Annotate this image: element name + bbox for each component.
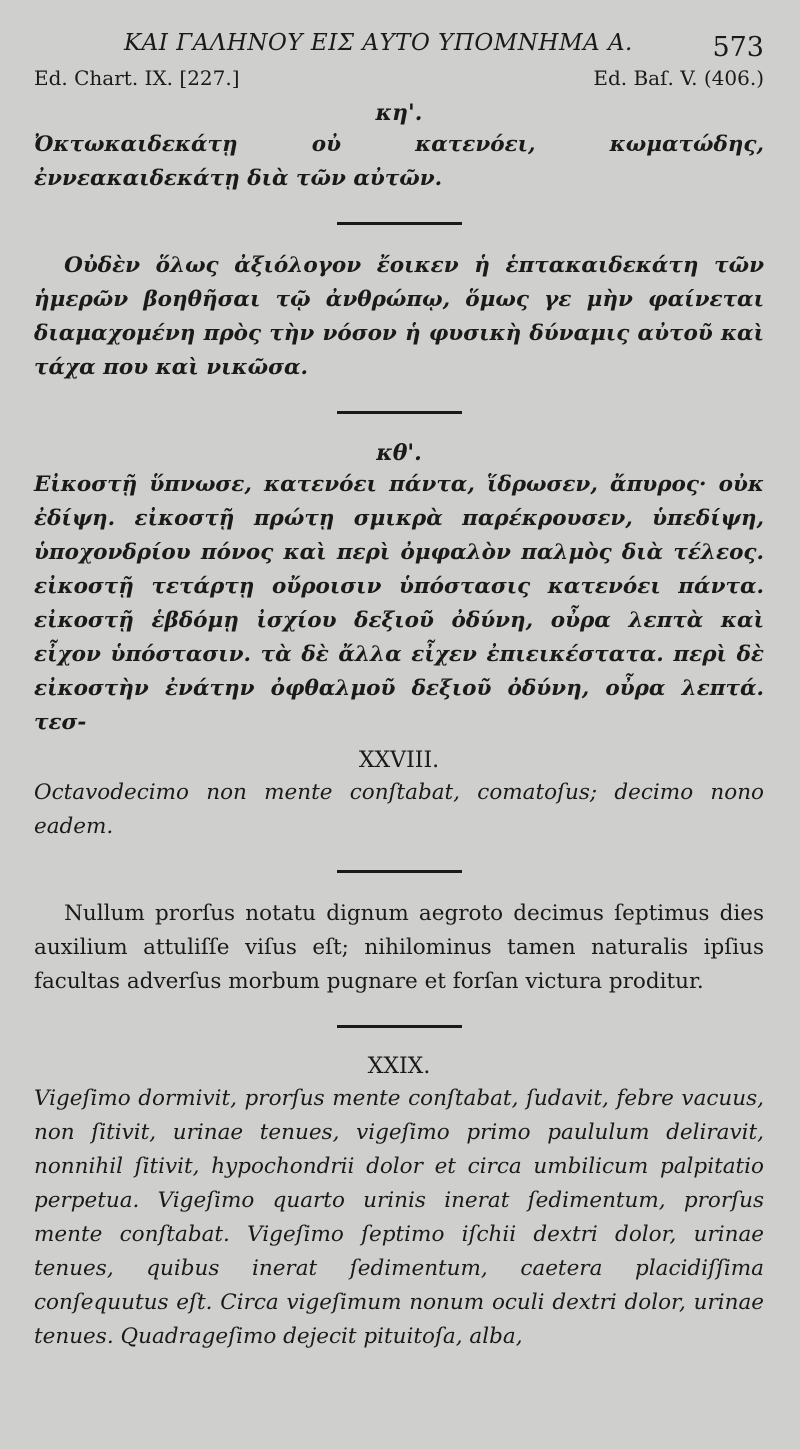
latin-section-number: XXIX. — [367, 1054, 431, 1079]
section-divider — [337, 222, 462, 225]
greek-section-number: κη'. — [375, 100, 423, 126]
edition-line — [34, 62, 764, 98]
edition-basel-ref: Ed. Baſ. V. (406.) — [593, 66, 764, 90]
latin-lemma: Vigeſimo dormivit, prorſus mente conſtabat, ſudavit, febre vacuus, non ſitivit, urinae tenues, vigeſimo primo paululum deliravit, nonnihil ſitivit, hypochondrii dolor et circa umbilicum palpitatio perpetua. Vigeſimo quarto urinis inerat ſedimentum, prorſus mente conſtabat. Vigeſimo ſeptimo iſchii dextri dolor, urinae tenues, quibus inerat ſedimentum, caetera placidiſſima conſequutus eſt. Circa vigeſimum nonum oculi dextri dolor, urinae tenues. Quadrageſimo dejecit pituitoſa, alba, — [34, 1086, 764, 1349]
latin-lemma: Octavodecimo non mente conſtabat, comatoſus; decimo nono eadem. — [34, 780, 764, 839]
section-divider — [337, 870, 462, 873]
running-title: ΚΑΙ ΓΑΛΗΝΟΥ ΕΙΣ ΑΥΤΟ ΥΠΟΜΝΗΜΑ Α. — [124, 30, 633, 56]
section-divider — [337, 411, 462, 414]
latin-section-number: XXVIII. — [358, 748, 440, 773]
greek-section-number: κθ'. — [376, 440, 422, 466]
latin-commentary: Nullum prorſus notatu dignum aegroto decimus ſeptimus dies auxilium attuliſſe viſus eſt; nihilominus tamen naturalis ipſius facultas adverſus morbum pugnare et forſan victura proditur. — [34, 901, 764, 994]
greek-lemma: Εἰκοστῇ ὕπνωσε, κατενόει πάντα, ἵδρωσεν, ἄπυρος· οὐκ ἐδίψη. εἰκοστῇ πρώτῃ σμικρὰ παρέκρουσεν, ὑπεδίψη, ὑποχονδρίου πόνος καὶ περὶ ὀμφαλὸν παλμὸς διὰ τέλεος. εἰκοστῇ τετάρτῃ οὔροισιν ὑπόστασις κατενόει πάντα. εἰκοστῇ ἑβδόμῃ ἰσχίου δεξιοῦ ὀδύνη, οὖρα λεπτὰ καὶ εἶχον ὑπόστασιν. τὰ δὲ ἄλλα εἶχεν ἐπιεικέστατα. περὶ δὲ εἰκοστὴν ἐνάτην ὀφθαλμοῦ δεξιοῦ ὀδύνη, οὖρα λεπτά. τεσ- — [34, 472, 764, 735]
edition-chart-ref: Ed. Chart. IX. [227.] — [34, 66, 240, 90]
page-header — [34, 0, 764, 62]
greek-lemma: Ὀκτωκαιδεκάτῃ οὐ κατενόει, κωματώδης, ἐννεακαιδεκάτῃ διὰ τῶν αὐτῶν. — [34, 132, 764, 191]
section-divider — [337, 1025, 462, 1028]
page-number: 573 — [712, 32, 764, 63]
greek-commentary: Οὐδὲν ὅλως ἀξιόλογον ἔοικεν ἡ ἑπτακαιδεκάτη τῶν ἡμερῶν βοηθῆσαι τῷ ἀνθρώπῳ, ὅμως γε μὴν φαίνεται διαμαχομένη πρὸς τὴν νόσον ἡ φυσικὴ δύναμις αὐτοῦ καὶ τάχα που καὶ νικῶσα. — [34, 253, 764, 380]
